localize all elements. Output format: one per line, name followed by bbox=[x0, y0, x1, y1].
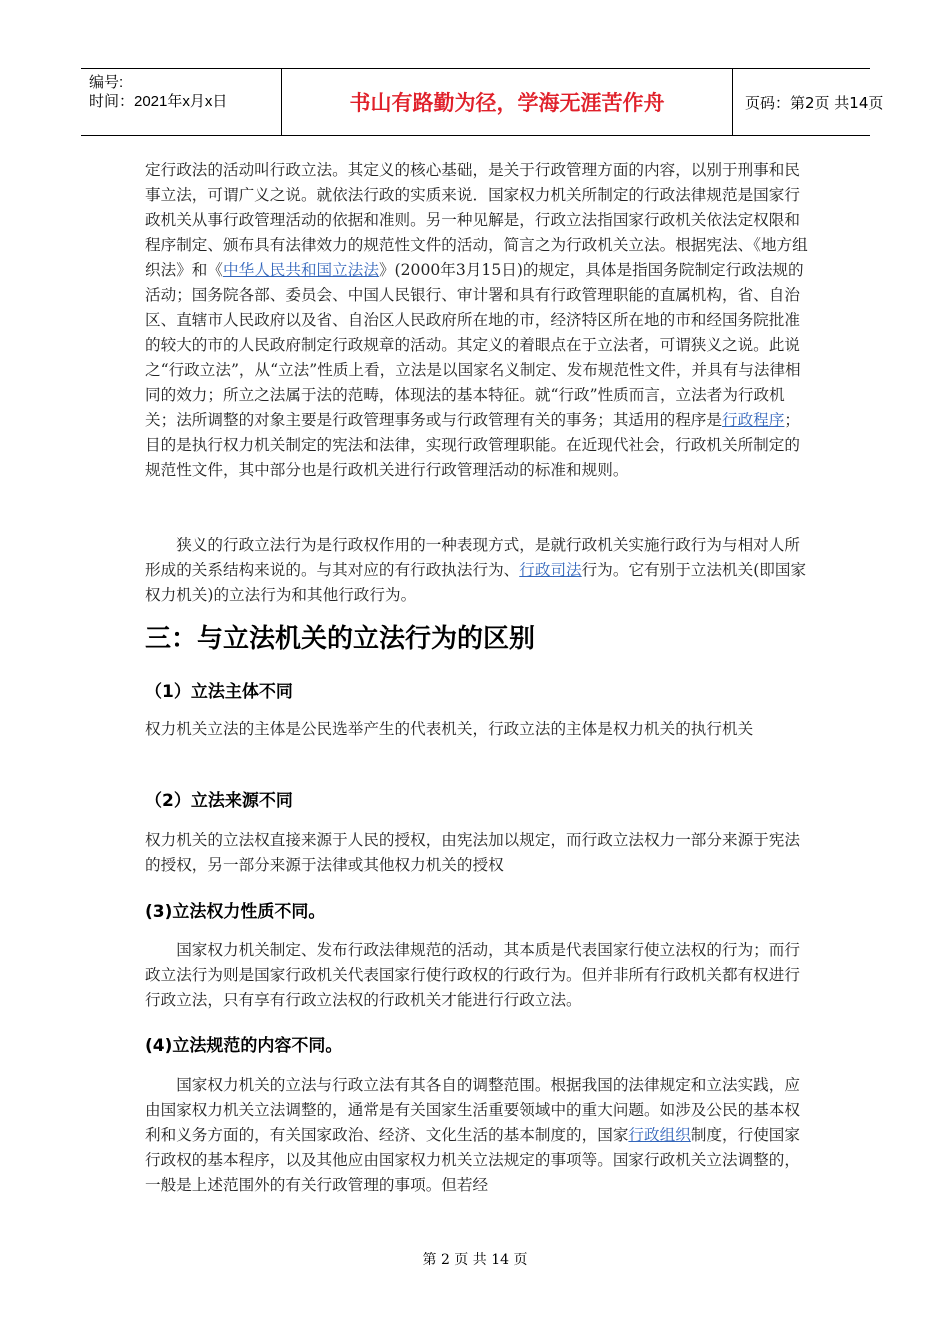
header-page-info: 页码：第2页 共14页 bbox=[745, 93, 884, 112]
header-meta-cell bbox=[81, 69, 282, 135]
subheading-nature: (3)立法权力性质不同。 bbox=[145, 902, 326, 922]
paragraph-text: ；目的是执行权力机关制定的宪法和法律，实现行政管理职能。在近现代社会，行政机关所制定的规范性文件，其中部分也是行政机关进行行政管理活动的标准和规则。 bbox=[145, 411, 800, 479]
paragraph-narrow-sense bbox=[145, 533, 810, 608]
link-legislation-law[interactable]: 中华人民共和国立法法 bbox=[222, 261, 379, 279]
header-table bbox=[81, 68, 884, 136]
paragraph-text: 定行政法的活动叫行政立法。其定义的核心基础，是关于行政管理方面的内容，以别于刑事和民事立法，可谓广义之说。就依法行政的实质来说．国家权力机关所制定的行政法律规范是国家行政机关从事行政管理活动的依据和准则。另一种见解是，行政立法指国家行政机关依法定权限和程序制定、颁布具有法律效力的规范性文件的活动，简言之为行政机关立法。根据宪法、《地方组织法》和《 bbox=[145, 161, 808, 279]
link-administrative-procedure[interactable]: 行政程序 bbox=[721, 411, 785, 429]
paragraph-nature: 国家权力机关制定、发布行政法律规范的活动，其本质是代表国家行使立法权的行为；而行政立法行为则是国家行政机关代表国家行使行政权的行政行为。但并非所有行政机关都有权进行行政立法，只有享有行政立法权的行政机关才能进行行政立法。 bbox=[145, 941, 800, 1009]
number-label: 编号: bbox=[89, 74, 124, 91]
paragraph-content bbox=[145, 1073, 810, 1198]
subheading-source: （2）立法来源不同 bbox=[145, 791, 293, 811]
subheading-subject: （1）立法主体不同 bbox=[145, 682, 293, 702]
section-title: 三：与立法机关的立法行为的区别 bbox=[145, 624, 536, 654]
header-motto: 书山有路勤为径，学海无涯苦作舟 bbox=[282, 69, 733, 135]
paragraph-source: 权力机关的立法权直接来源于人民的授权，由宪法加以规定，而行政立法权力一部分来源于宪法的授权，另一部分来源于法律或其他权力机关的授权 bbox=[145, 831, 800, 874]
time-label: 时间：2021年x月x日 bbox=[89, 93, 228, 110]
paragraph-text: 制度，行使国家行政权的基本程序，以及其他应由国家权力机关立法规定的事项等。国家行政机关立法调整的，一般是上述范围外的有关行政管理的事项。但若经 bbox=[145, 1126, 800, 1194]
paragraph-text: 行为。它有别于立法机关(即国家权力机关)的立法行为和其他行政行为。 bbox=[145, 561, 807, 604]
paragraph-text: 》(2000年3月15日)的规定，具体是指国务院制定行政法规的活动；国务院各部、委员会、中国人民银行、审计署和具有行政管理职能的直属机构，省、自治区、直辖市人民政府以及省、自治区人民政府所在地的市，经济特区所在地的市和经国务院批准的较大的市的人民政府制定行政规章的活动。其定义的着眼点在于立法者，可谓狭义之说。此说之“行政立法”，从“立法”性质上看，立法是以国家名义制定、发布规范性文件，并具有与法律相同的效力；所立之法属于法的范畴，体现法的基本特征。就“行政”性质而言，立法者为行政机关；法所调整的对象主要是行政管理事务或与行政管理有关的事务；其适用的程序是 bbox=[145, 261, 804, 429]
link-administrative-justice[interactable]: 行政司法 bbox=[519, 561, 582, 579]
page-footer: 第 2 页 共 14 页 bbox=[422, 1252, 528, 1268]
paragraph-definition bbox=[145, 158, 810, 483]
link-administrative-organization[interactable]: 行政组织 bbox=[628, 1126, 691, 1144]
subheading-content: (4)立法规范的内容不同。 bbox=[145, 1036, 343, 1056]
paragraph-text: 狭义的行政立法行为是行政权作用的一种表现方式，是就行政机关实施行政行为与相对人所形成的关系结构来说的。与其对应的有行政执法行为、 bbox=[145, 536, 800, 579]
paragraph-subject: 权力机关立法的主体是公民选举产生的代表机关，行政立法的主体是权力机关的执行机关 bbox=[145, 720, 754, 738]
paragraph-text: 国家权力机关的立法与行政立法有其各自的调整范围。根据我国的法律规定和立法实践，应由国家权力机关立法调整的，通常是有关国家生活重要领域中的重大问题。如涉及公民的基本权利和义务方面的，有关国家政治、经济、文化生活的基本制度的，国家 bbox=[145, 1076, 800, 1144]
